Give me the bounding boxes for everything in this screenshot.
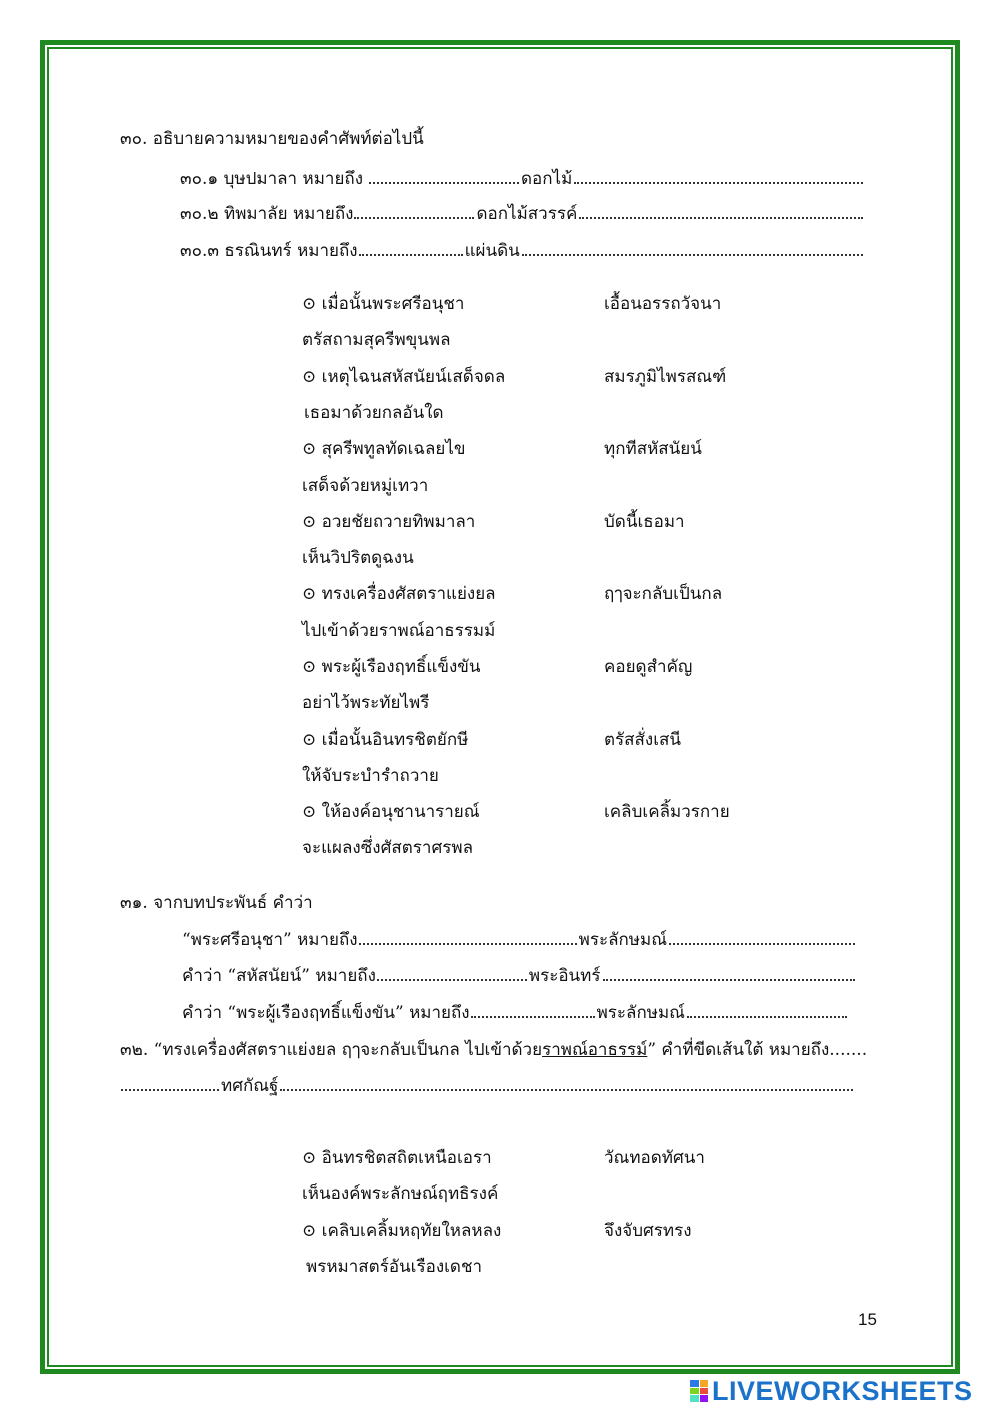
q32-answer[interactable]: ทศกัณฐ์ (221, 1076, 279, 1096)
q30-item-1 (180, 168, 864, 190)
poem-line: ⊙ อวยชัยถวายทิพมาลา (302, 512, 476, 532)
q32-underlined-word: ราพณ์อาธรรม์ (542, 1040, 648, 1060)
q31-item-2-label: คำว่า “สหัสนัยน์” หมายถึง (182, 966, 376, 986)
q32-question (120, 1039, 867, 1061)
poem-line: ให้จับระบำรำถวาย (302, 766, 439, 786)
q31-item-2-answer[interactable]: พระอินทร์ (528, 966, 601, 986)
liveworksheets-logo-icon (690, 1380, 708, 1402)
poem-line: อย่าไว้พระทัยไพรี (302, 693, 430, 713)
q31-item-1-answer[interactable]: พระลักษมณ์ (578, 930, 667, 950)
poem-line: ตรัสสั่งเสนี (604, 730, 682, 750)
q31-item-3-answer[interactable]: พระลักษมณ์ (596, 1003, 685, 1023)
poem-line: ⊙ ทรงเครื่องศัสตราแย่งยล (302, 584, 496, 604)
poem-line: จึงจับศรทรง (604, 1221, 692, 1241)
poem-line: เอื้อนอรรถวัจนา (604, 294, 722, 314)
q31-heading: ๓๑. จากบทประพันธ์ คำว่า (120, 893, 313, 913)
q31-item-3-label: คำว่า “พระผู้เรืองฤทธิ์แข็งขัน” หมายถึง (182, 1003, 470, 1023)
poem-line: เห็นวิปริตดูฉงน (302, 548, 414, 568)
poem-line: คอยดูสำคัญ (604, 657, 693, 677)
q30-item-2 (180, 203, 864, 225)
poem-line: ⊙ อินทรชิตสถิตเหนือเอรา (302, 1148, 492, 1168)
page-number: 15 (858, 1310, 877, 1329)
q30-item-2-label: ๓๐.๒ ทิพมาลัย หมายถึง (180, 204, 354, 224)
q30-item-3 (180, 240, 864, 262)
poem-line: ทุกทีสหัสนัยน์ (604, 439, 702, 459)
poem-line: ⊙ เหตุไฉนสหัสนัยน์เสด็จดล (302, 367, 506, 387)
q31-item-3 (182, 1002, 848, 1024)
poem-line: เคลิบเคลิ้มวรกาย (604, 802, 730, 822)
q31-item-1-label: “พระศรีอนุชา” หมายถึง (182, 930, 358, 950)
poem-line: ฤๅจะกลับเป็นกล (604, 584, 723, 604)
q32-suffix: ” คำที่ขีดเส้นใต้ หมายถึง....... (647, 1040, 868, 1060)
poem-line: จะแผลงซึ่งศัสตราศรพล (302, 838, 473, 858)
q32-prefix: ๓๒. “ทรงเครื่องศัสตราแย่งยล ฤๅจะกลับเป็นกล ไปเข้าด้วย (120, 1040, 543, 1060)
q30-heading: ๓๐. อธิบายความหมายของคำศัพท์ต่อไปนี้ (120, 129, 424, 149)
poem-line: ⊙ สุครีพทูลทัดเฉลยไข (302, 439, 466, 459)
q32-answer-line (120, 1075, 854, 1097)
q30-item-2-answer[interactable]: ดอกไม้สวรรค์ (476, 204, 578, 224)
poem-line: ⊙ พระผู้เรืองฤทธิ์แข็งขัน (302, 657, 481, 677)
poem-line: เห็นองค์พระลักษณ์ฤทธิรงค์ (302, 1184, 499, 1204)
poem-line: ⊙ เมื่อนั้นอินทรชิตยักษี (302, 730, 469, 750)
poem-line: สมรภูมิไพรสณฑ์ (604, 367, 727, 387)
poem-line: พรหมาสตร์อันเรืองเดชา (306, 1257, 483, 1277)
poem-line: วัณทอดทัศนา (604, 1148, 705, 1168)
poem-line: ตรัสถามสุครีพขุนพล (302, 330, 451, 350)
poem-line: ⊙ เคลิบเคลิ้มหฤทัยใหลหลง (302, 1221, 502, 1241)
brand-name: LIVEWORKSHEETS (712, 1375, 973, 1406)
q31-item-2 (182, 965, 856, 987)
q30-item-1-answer[interactable]: ดอกไม้ (521, 169, 573, 189)
liveworksheets-brand[interactable] (690, 1374, 990, 1408)
poem-line: เสด็จด้วยหมู่เทวา (302, 476, 429, 496)
poem-line: ⊙ ให้องค์อนุชานารายณ์ (302, 802, 480, 822)
poem-line: ⊙ เมื่อนั้นพระศรีอนุชา (302, 294, 465, 314)
q30-item-3-answer[interactable]: แผ่นดิน (464, 241, 520, 261)
poem-line: เธอมาด้วยกลอันใด (304, 403, 444, 423)
poem-line: บัดนี้เธอมา (604, 512, 685, 532)
poem-line: ไปเข้าด้วยราพณ์อาธรรมม์ (302, 621, 496, 641)
q30-item-3-label: ๓๐.๓ ธรณินทร์ หมายถึง (180, 241, 358, 261)
q30-item-1-label: ๓๐.๑ บุษปมาลา หมายถึง (180, 169, 364, 189)
q31-item-1 (182, 929, 856, 951)
